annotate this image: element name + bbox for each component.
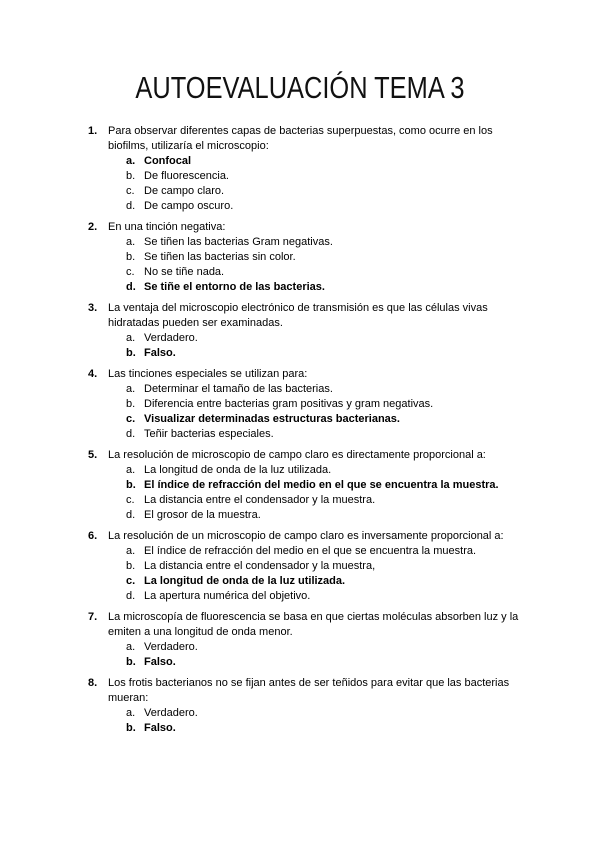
answer-option-correct: [88, 574, 528, 589]
option-text: Verdadero.: [144, 707, 198, 719]
answer-option: [88, 397, 528, 412]
option-text: Visualizar determinadas estructuras bacterianas.: [144, 413, 400, 425]
question-text: La ventaja del microscopio electrónico de transmisión es que las células vivas hidratadas pueden ser examinadas.: [108, 302, 488, 329]
question-text-block: [88, 529, 528, 544]
option-letter: d.: [126, 428, 136, 440]
option-text: De campo claro.: [144, 185, 225, 197]
question-item: [88, 301, 528, 361]
question-text: Los frotis bacterianos no se fijan antes de ser teñidos para evitar que las bacterias mueran:: [108, 677, 510, 704]
answer-option: [88, 559, 528, 574]
option-letter: d.: [126, 590, 136, 602]
page-title: AUTOEVALUACIÓN TEMA 3: [135, 70, 465, 105]
option-text: No se tiñe nada.: [144, 266, 225, 278]
option-text: Verdadero.: [144, 332, 198, 344]
option-text: De campo oscuro.: [144, 200, 234, 212]
option-letter: b.: [126, 656, 136, 668]
option-text: Falso.: [144, 347, 176, 359]
answer-option-correct: [88, 154, 528, 169]
answer-option-correct: [88, 412, 528, 427]
answer-option: [88, 265, 528, 280]
question-text-block: [88, 448, 528, 463]
answer-options: [88, 463, 528, 523]
answer-option: [88, 235, 528, 250]
option-text: De fluorescencia.: [144, 170, 229, 182]
option-letter: c.: [126, 266, 135, 278]
answer-options: [88, 640, 528, 670]
option-text: Falso.: [144, 722, 176, 734]
answer-options: [88, 382, 528, 442]
option-letter: d.: [126, 200, 136, 212]
answer-option: [88, 493, 528, 508]
option-text: Diferencia entre bacterias gram positivas y gram negativas.: [144, 398, 434, 410]
answer-option-correct: [88, 478, 528, 493]
question-number: 1.: [88, 125, 98, 137]
option-text: El índice de refracción del medio en el que se encuentra la muestra.: [144, 545, 477, 557]
option-text: La apertura numérica del objetivo.: [144, 590, 311, 602]
option-text: Se tiñen las bacterias sin color.: [144, 251, 296, 263]
answer-option: [88, 331, 528, 346]
question-item: [88, 220, 528, 295]
option-text: Se tiñen las bacterias Gram negativas.: [144, 236, 333, 248]
question-number: 4.: [88, 368, 98, 380]
question-text-block: [88, 367, 528, 382]
question-item: [88, 529, 528, 604]
question-text: Las tinciones especiales se utilizan para:: [108, 368, 308, 380]
question-text: Para observar diferentes capas de bacterias superpuestas, como ocurre en los biofilms, utilizaría el microscopio:: [108, 125, 493, 152]
option-text: Verdadero.: [144, 641, 198, 653]
option-text: La distancia entre el condensador y la muestra.: [144, 494, 376, 506]
answer-option: [88, 508, 528, 523]
option-text: La longitud de onda de la luz utilizada.: [144, 575, 346, 587]
question-number: 6.: [88, 530, 98, 542]
answer-option-correct: [88, 721, 528, 736]
option-letter: b.: [126, 722, 136, 734]
answer-option-correct: [88, 655, 528, 670]
option-letter: a.: [126, 707, 136, 719]
option-letter: c.: [126, 575, 136, 587]
option-text: Determinar el tamaño de las bacterias.: [144, 383, 333, 395]
question-text-block: [88, 124, 528, 154]
answer-option: [88, 169, 528, 184]
question-number: 5.: [88, 449, 98, 461]
question-item: [88, 124, 528, 214]
answer-option: [88, 589, 528, 604]
question-item: [88, 367, 528, 442]
answer-option-correct: [88, 280, 528, 295]
question-number: 2.: [88, 221, 98, 233]
option-text: Falso.: [144, 656, 176, 668]
question-text-block: [88, 301, 528, 331]
question-text-block: [88, 676, 528, 706]
answer-options: [88, 706, 528, 736]
option-letter: b.: [126, 560, 136, 572]
answer-options: [88, 331, 528, 361]
option-text: La distancia entre el condensador y la muestra,: [144, 560, 376, 572]
option-text: La longitud de onda de la luz utilizada.: [144, 464, 332, 476]
answer-options: [88, 154, 528, 214]
option-letter: c.: [126, 185, 135, 197]
option-letter: a.: [126, 383, 136, 395]
option-letter: a.: [126, 155, 136, 167]
answer-option: [88, 184, 528, 199]
question-list: [88, 124, 528, 742]
answer-options: [88, 544, 528, 604]
question-item: [88, 610, 528, 670]
answer-options: [88, 235, 528, 295]
answer-option: [88, 427, 528, 442]
option-letter: c.: [126, 494, 135, 506]
option-letter: a.: [126, 641, 136, 653]
question-text-block: [88, 220, 528, 235]
option-text: Se tiñe el entorno de las bacterias.: [144, 281, 325, 293]
option-text: El índice de refracción del medio en el que se encuentra la muestra.: [144, 479, 499, 491]
option-letter: b.: [126, 347, 136, 359]
answer-option: [88, 640, 528, 655]
answer-option: [88, 250, 528, 265]
question-text: En una tinción negativa:: [108, 221, 226, 233]
option-letter: d.: [126, 281, 136, 293]
answer-option: [88, 199, 528, 214]
answer-option-correct: [88, 346, 528, 361]
answer-option: [88, 463, 528, 478]
option-letter: b.: [126, 398, 136, 410]
question-item: [88, 676, 528, 736]
question-number: 8.: [88, 677, 98, 689]
option-letter: a.: [126, 545, 136, 557]
option-letter: a.: [126, 332, 136, 344]
question-number: 7.: [88, 611, 98, 623]
option-letter: d.: [126, 509, 136, 521]
option-text: Confocal: [144, 155, 192, 167]
question-text-block: [88, 610, 528, 640]
question-number: 3.: [88, 302, 98, 314]
option-text: Teñir bacterias especiales.: [144, 428, 274, 440]
option-letter: a.: [126, 464, 136, 476]
question-text: La resolución de un microscopio de campo claro es inversamente proporcional a:: [108, 530, 504, 542]
option-letter: b.: [126, 479, 136, 491]
option-letter: a.: [126, 236, 136, 248]
question-item: [88, 448, 528, 523]
answer-option: [88, 706, 528, 721]
option-letter: b.: [126, 170, 136, 182]
question-text: La microscopía de fluorescencia se basa en que ciertas moléculas absorben luz y la emiten a una longitud de onda menor.: [108, 611, 519, 638]
option-text: El grosor de la muestra.: [144, 509, 261, 521]
option-letter: b.: [126, 251, 136, 263]
question-text: La resolución de microscopio de campo claro es directamente proporcional a:: [108, 449, 486, 461]
answer-option: [88, 544, 528, 559]
option-letter: c.: [126, 413, 136, 425]
answer-option: [88, 382, 528, 397]
